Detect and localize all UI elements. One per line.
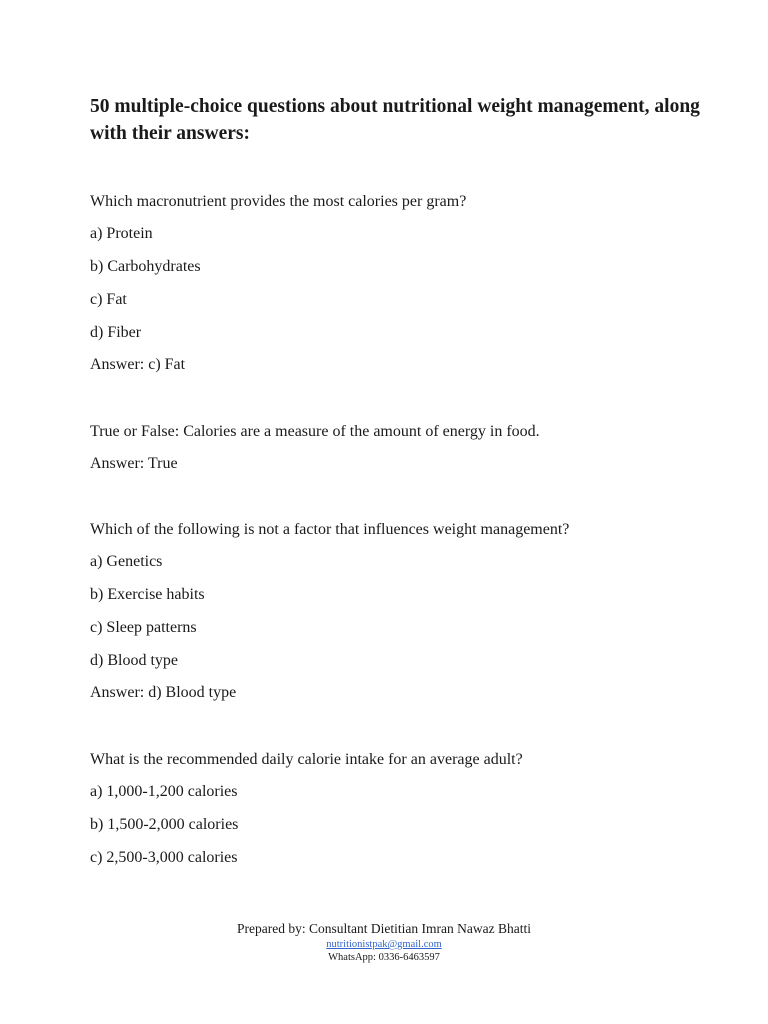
page-title: 50 multiple-choice questions about nutritional weight management, along with their answers: xyxy=(90,96,700,144)
question-3-option-b: b) Exercise habits xyxy=(90,586,205,603)
question-4-text: What is the recommended daily calorie intake for an average adult? xyxy=(90,751,523,768)
question-1-answer: Answer: c) Fat xyxy=(90,356,186,373)
question-1-option-c: c) Fat xyxy=(90,291,127,308)
footer-prepared-by: Prepared by: Consultant Dietitian Imran Nawaz Bhatti xyxy=(237,921,531,936)
question-3-option-c: c) Sleep patterns xyxy=(90,619,197,636)
email-link[interactable]: nutritionistpak@gmail.com xyxy=(326,939,442,950)
question-4-option-c: c) 2,500-3,000 calories xyxy=(90,849,238,866)
question-2-answer: Answer: True xyxy=(90,455,178,472)
question-2-text: True or False: Calories are a measure of the amount of energy in food. xyxy=(90,423,540,440)
question-4-option-a: a) 1,000-1,200 calories xyxy=(90,783,238,800)
question-1-text: Which macronutrient provides the most calories per gram? xyxy=(90,193,467,210)
question-1-option-b: b) Carbohydrates xyxy=(90,258,201,275)
question-1-option-a: a) Protein xyxy=(90,225,153,242)
question-3-text: Which of the following is not a factor that influences weight management? xyxy=(90,521,570,538)
question-1-option-d: d) Fiber xyxy=(90,324,142,341)
footer-email-line xyxy=(0,938,768,952)
question-3-option-a: a) Genetics xyxy=(90,553,163,570)
question-4-option-b: b) 1,500-2,000 calories xyxy=(90,816,239,833)
question-3-answer: Answer: d) Blood type xyxy=(90,684,237,701)
question-3-option-d: d) Blood type xyxy=(90,652,178,669)
footer-whatsapp: WhatsApp: 0336-6463597 xyxy=(328,952,440,963)
